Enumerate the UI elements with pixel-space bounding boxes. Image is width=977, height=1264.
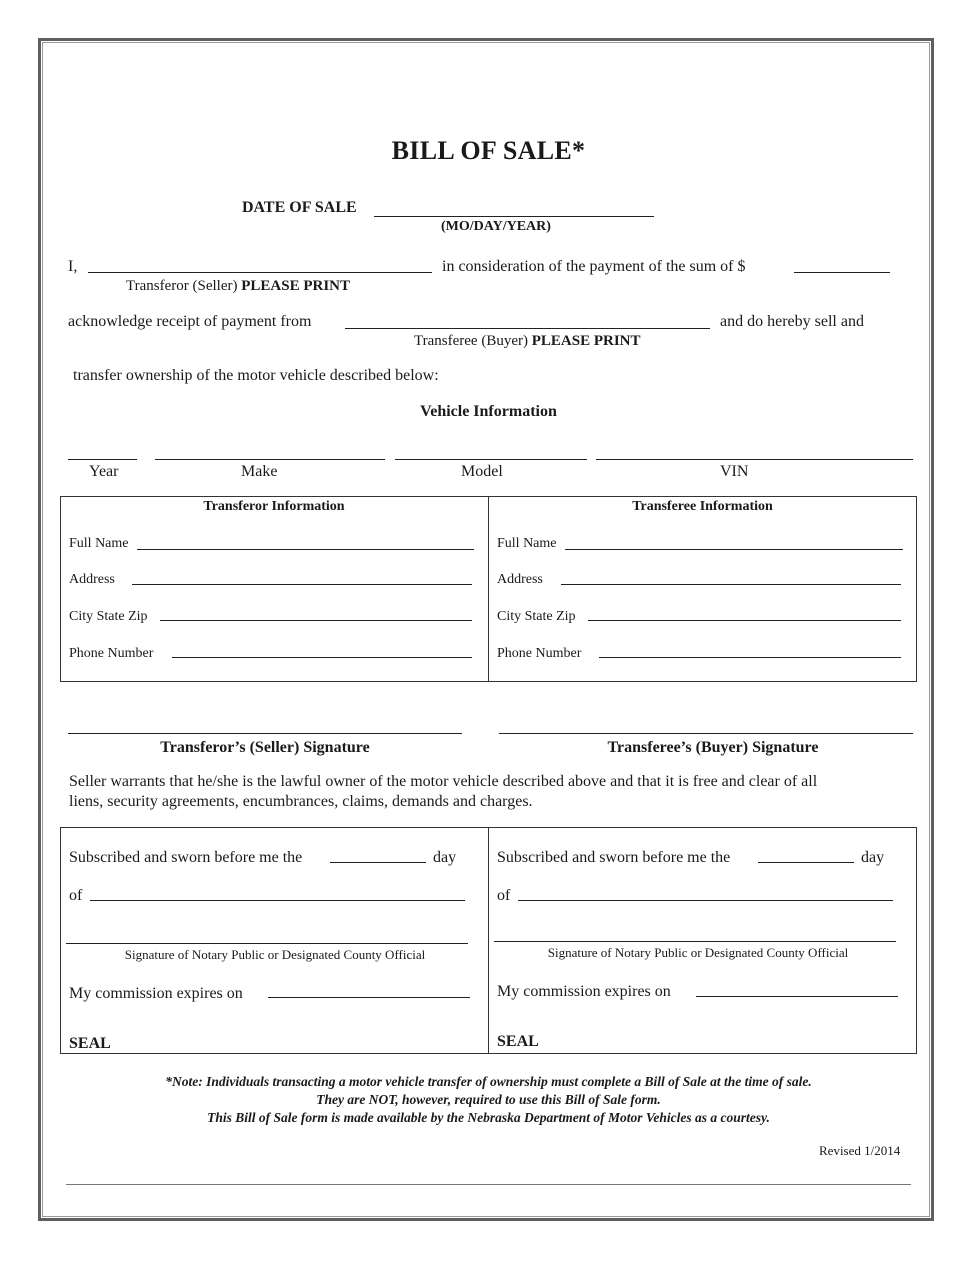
vehicle-info-heading: Vehicle Information [420, 403, 557, 420]
note-line-1: *Note: Individuals transacting a motor vehicle transfer of ownership must complete a Bill of Sale at the time of sale. [165, 1074, 812, 1089]
transferor-city-label: City State Zip [69, 609, 148, 624]
make-field[interactable] [155, 459, 385, 460]
buyer-caption: Transferee (Buyer) PLEASE PRINT [414, 333, 641, 349]
transferee-phone-label: Phone Number [497, 646, 582, 661]
left-of-label: of [69, 887, 83, 904]
right-subscribed-text: Subscribed and sworn before me the [497, 849, 731, 866]
left-of-field[interactable] [90, 900, 465, 901]
notary-divider [488, 827, 489, 1054]
model-field[interactable] [395, 459, 587, 460]
payment-sum-text: in consideration of the payment of the sum of $ [442, 258, 746, 275]
note-line-3: This Bill of Sale form is made available by the Nebraska Department of Motor Vehicles as a courtesy. [207, 1110, 770, 1125]
transferee-address-label: Address [497, 572, 543, 587]
vin-field[interactable] [596, 459, 913, 460]
footer-rule [66, 1184, 911, 1185]
transferee-heading: Transferee Information [632, 499, 773, 514]
transferee-city-field[interactable] [588, 620, 901, 621]
year-label: Year [89, 463, 119, 480]
buyer-name-field[interactable] [345, 328, 710, 329]
vin-label: VIN [720, 463, 749, 480]
left-day-field[interactable] [330, 862, 426, 863]
right-commission-field[interactable] [696, 996, 898, 997]
seller-signature-field[interactable] [68, 733, 462, 734]
transferee-phone-field[interactable] [599, 657, 901, 658]
left-day-label: day [433, 849, 457, 866]
buyer-signature-field[interactable] [499, 733, 913, 734]
transferee-address-field[interactable] [561, 584, 901, 585]
right-notary-signature-field[interactable] [494, 941, 896, 942]
right-day-field[interactable] [758, 862, 854, 863]
right-commission-text: My commission expires on [497, 983, 671, 1000]
transfer-text: transfer ownership of the motor vehicle described below: [73, 367, 439, 384]
right-seal-label: SEAL [497, 1033, 539, 1050]
left-notary-signature-field[interactable] [66, 943, 468, 944]
transferor-heading: Transferor Information [203, 499, 345, 514]
party-info-divider [488, 496, 489, 682]
date-of-sale-field[interactable] [374, 216, 654, 217]
seller-signature-label: Transferor’s (Seller) Signature [160, 739, 370, 756]
payment-sum-field[interactable] [794, 272, 890, 273]
seller-prefix: I, [68, 258, 78, 275]
warranty-line-2: liens, security agreements, encumbrances, claims, demands and charges. [69, 793, 533, 810]
transferee-city-label: City State Zip [497, 609, 576, 624]
transferor-phone-field[interactable] [172, 657, 472, 658]
date-of-sale-label: DATE OF SALE [242, 199, 357, 216]
receipt-text: acknowledge receipt of payment from [68, 313, 312, 330]
warranty-line-1: Seller warrants that he/she is the lawful owner of the motor vehicle described above and that it is free and clear of all [69, 773, 818, 790]
buyer-signature-label: Transferee’s (Buyer) Signature [607, 739, 819, 756]
transferor-city-field[interactable] [160, 620, 472, 621]
left-commission-text: My commission expires on [69, 985, 243, 1002]
transferor-full-name-label: Full Name [69, 536, 129, 551]
document-title: BILL OF SALE* [391, 136, 586, 165]
right-of-field[interactable] [518, 900, 893, 901]
left-notary-signature-caption: Signature of Notary Public or Designated County Official [124, 947, 426, 962]
sell-text: and do hereby sell and [720, 313, 864, 330]
right-of-label: of [497, 887, 511, 904]
transferor-address-label: Address [69, 572, 115, 587]
left-seal-label: SEAL [69, 1035, 111, 1052]
transferor-phone-label: Phone Number [69, 646, 154, 661]
transferor-address-field[interactable] [132, 584, 472, 585]
note-line-2: They are NOT, however, required to use this Bill of Sale form. [316, 1092, 661, 1107]
left-commission-field[interactable] [268, 997, 470, 998]
seller-caption: Transferor (Seller) PLEASE PRINT [126, 278, 351, 294]
year-field[interactable] [68, 459, 137, 460]
revised-date: Revised 1/2014 [819, 1143, 901, 1158]
transferor-full-name-field[interactable] [137, 549, 474, 550]
transferee-full-name-field[interactable] [565, 549, 903, 550]
make-label: Make [241, 463, 278, 480]
transferee-full-name-label: Full Name [497, 536, 557, 551]
left-subscribed-text: Subscribed and sworn before me the [69, 849, 303, 866]
seller-name-field[interactable] [88, 272, 432, 273]
right-notary-signature-caption: Signature of Notary Public or Designated County Official [547, 945, 849, 960]
model-label: Model [461, 463, 503, 480]
right-day-label: day [861, 849, 885, 866]
date-format-hint: (MO/DAY/YEAR) [441, 219, 551, 234]
